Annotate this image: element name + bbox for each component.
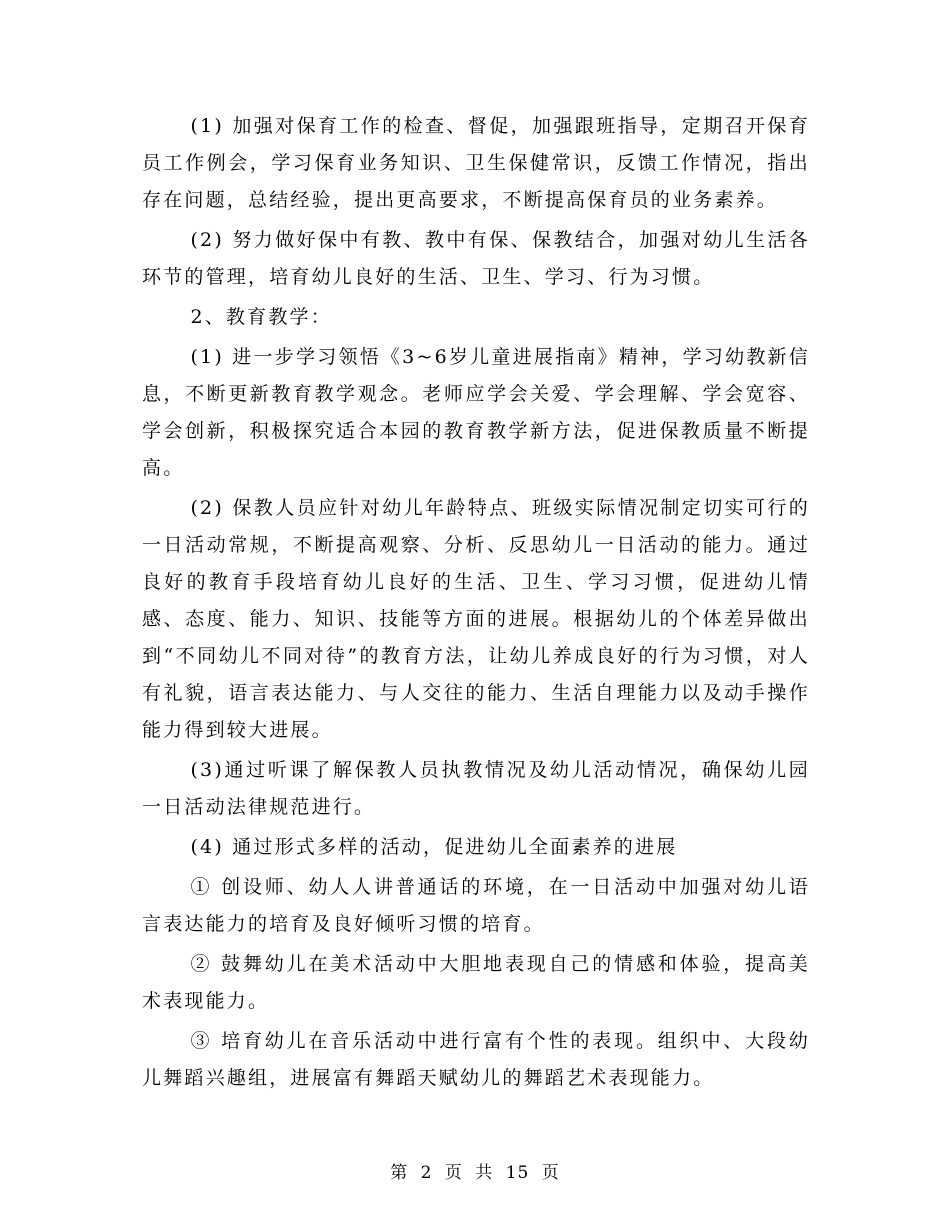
paragraph-diverse-activities: (4) 通过形式多样的活动，促进幼儿全面素养的进展 — [190, 836, 678, 858]
list-item-mandarin-environment: ① 创设师、幼人人讲普通话的环境，在一日活动中加强对幼儿语言表达能力的培育及良好倾听习惯的培育。 — [142, 876, 810, 935]
paragraph-care-education-integration: (2) 努力做好保中有教、教中有保、保教结合，加强对幼儿生活各环节的管理，培育幼儿良好的生活、卫生、学习、行为习惯。 — [142, 229, 810, 288]
paragraph-care-work-inspection: (1) 加强对保育工作的检查、督促，加强跟班指导，定期召开保育员工作例会，学习保育业务知识、卫生保健常识，反馈工作情况，指出存在问题，总结经验，提出更高要求，不断提高保育员的业务素养。 — [142, 115, 810, 211]
section-heading-education-teaching: 2、教育教学： — [190, 306, 332, 328]
paragraph-lesson-observation: (3)通过听课了解保教人员执教情况及幼儿活动情况，确保幼儿园一日活动法律规范进行。 — [142, 759, 810, 818]
paragraph-study-guidelines: (1) 进一步学习领悟《3~6岁儿童进展指南》精神，学习幼教新信息，不断更新教育教学观念。老师应学会关爱、学会理解、学会宽容、学会创新，积极探究适合本园的教育教学新方法，促进保教质量不断提高。 — [142, 346, 810, 479]
paragraph-daily-routine: (2) 保教人员应针对幼儿年龄特点、班级实际情况制定切实可行的一日活动常规，不断提高观察、分析、反思幼儿一日活动的能力。通过良好的教育手段培育幼儿良好的生活、卫生、学习习惯，促进幼儿情感、态度、能力、知识、技能等方面的进展。根据幼儿的个体差异做出到“不同幼儿不同对待”的教育方法，让幼儿养成良好的行为习惯，对人有礼貌，语言表达能力、与人交往的能力、生活自理能力以及动手操作能力得到较大进展。 — [142, 497, 810, 741]
page-footer: 第 2 页 共 15 页 — [390, 1163, 560, 1183]
list-item-art-expression: ② 鼓舞幼儿在美术活动中大胆地表现自己的情感和体验，提高美术表现能力。 — [142, 953, 810, 1012]
list-item-music-dance: ③ 培育幼儿在音乐活动中进行富有个性的表现。组织中、大段幼儿舞蹈兴趣组，进展富有舞蹈天赋幼儿的舞蹈艺术表现能力。 — [142, 1030, 810, 1089]
document-body — [142, 108, 810, 1100]
